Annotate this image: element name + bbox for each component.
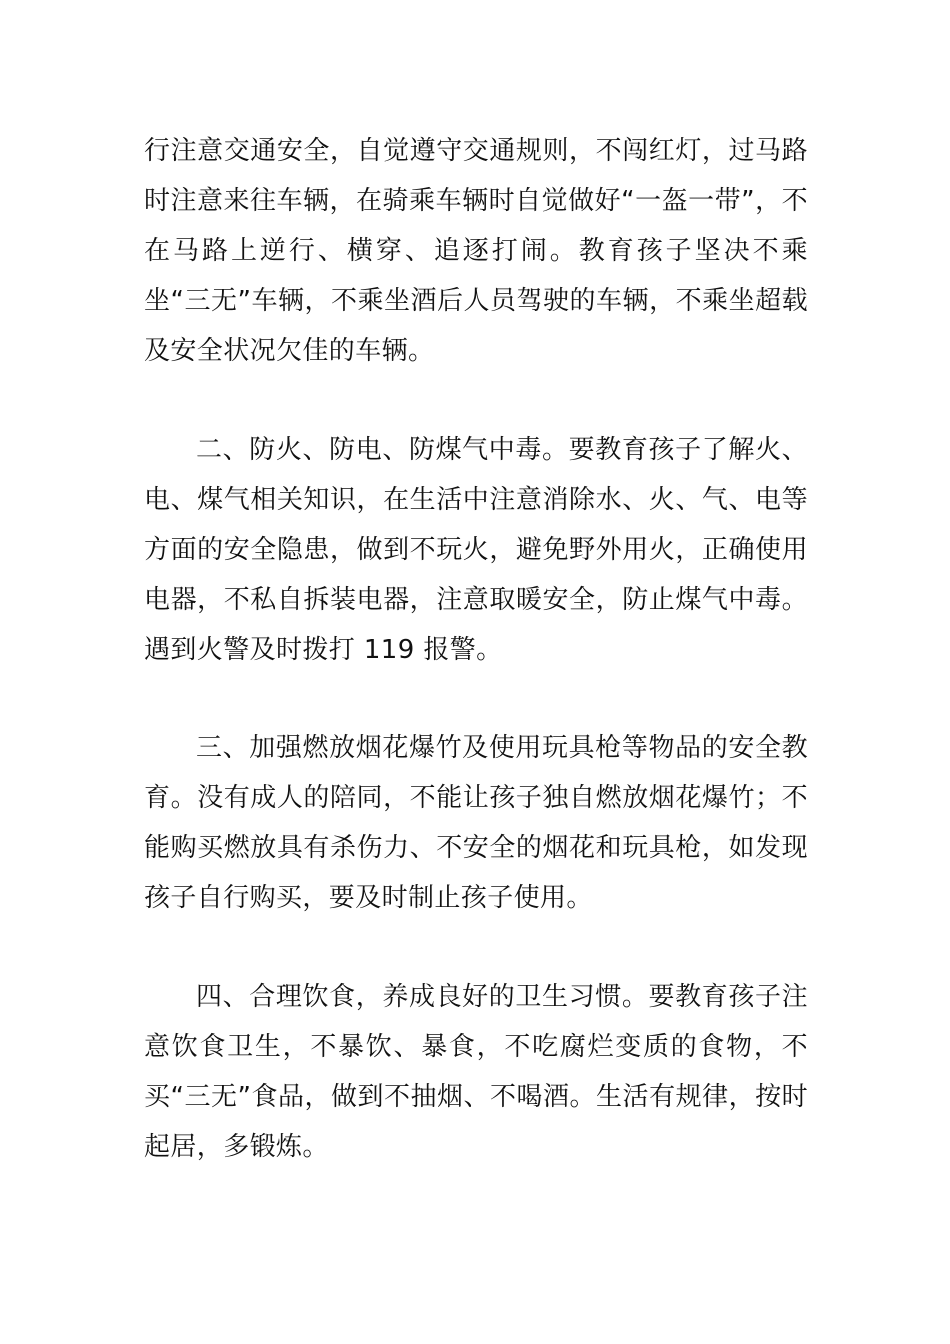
paragraph-fireworks-toy-gun-safety: 三、加强燃放烟花爆竹及使用玩具枪等物品的安全教育。没有成人的陪同，不能让孩子独自燃放烟花爆竹；不能购买燃放具有杀伤力、不安全的烟花和玩具枪，如发现孩子自行购买，要及时制止孩子使用。 — [144, 733, 808, 913]
paragraph-traffic-safety-continuation: 行注意交通安全，自觉遵守交通规则，不闯红灯，过马路时注意来往车辆，在骑乘车辆时自觉做好“一盔一带”，不在马路上逆行、横穿、追逐打闹。教育孩子坚决不乘坐“三无”车辆，不乘坐酒后人员驾驶的车辆，不乘坐超载及安全状况欠佳的车辆。 — [144, 136, 808, 366]
paragraph-diet-hygiene: 四、合理饮食，养成良好的卫生习惯。要教育孩子注意饮食卫生，不暴饮、暴食，不吃腐烂变质的食物，不买“三无”食品，做到不抽烟、不喝酒。生活有规律，按时起居，多锻炼。 — [144, 982, 808, 1162]
paragraph-fire-electric-gas-safety: 二、防火、防电、防煤气中毒。要教育孩子了解火、电、煤气相关知识，在生活中注意消除水、火、气、电等方面的安全隐患，做到不玩火，避免野外用火，正确使用电器，不私自拆装电器，注意取暖安全，防止煤气中毒。遇到火警及时拨打 119 报警。 — [144, 435, 808, 665]
